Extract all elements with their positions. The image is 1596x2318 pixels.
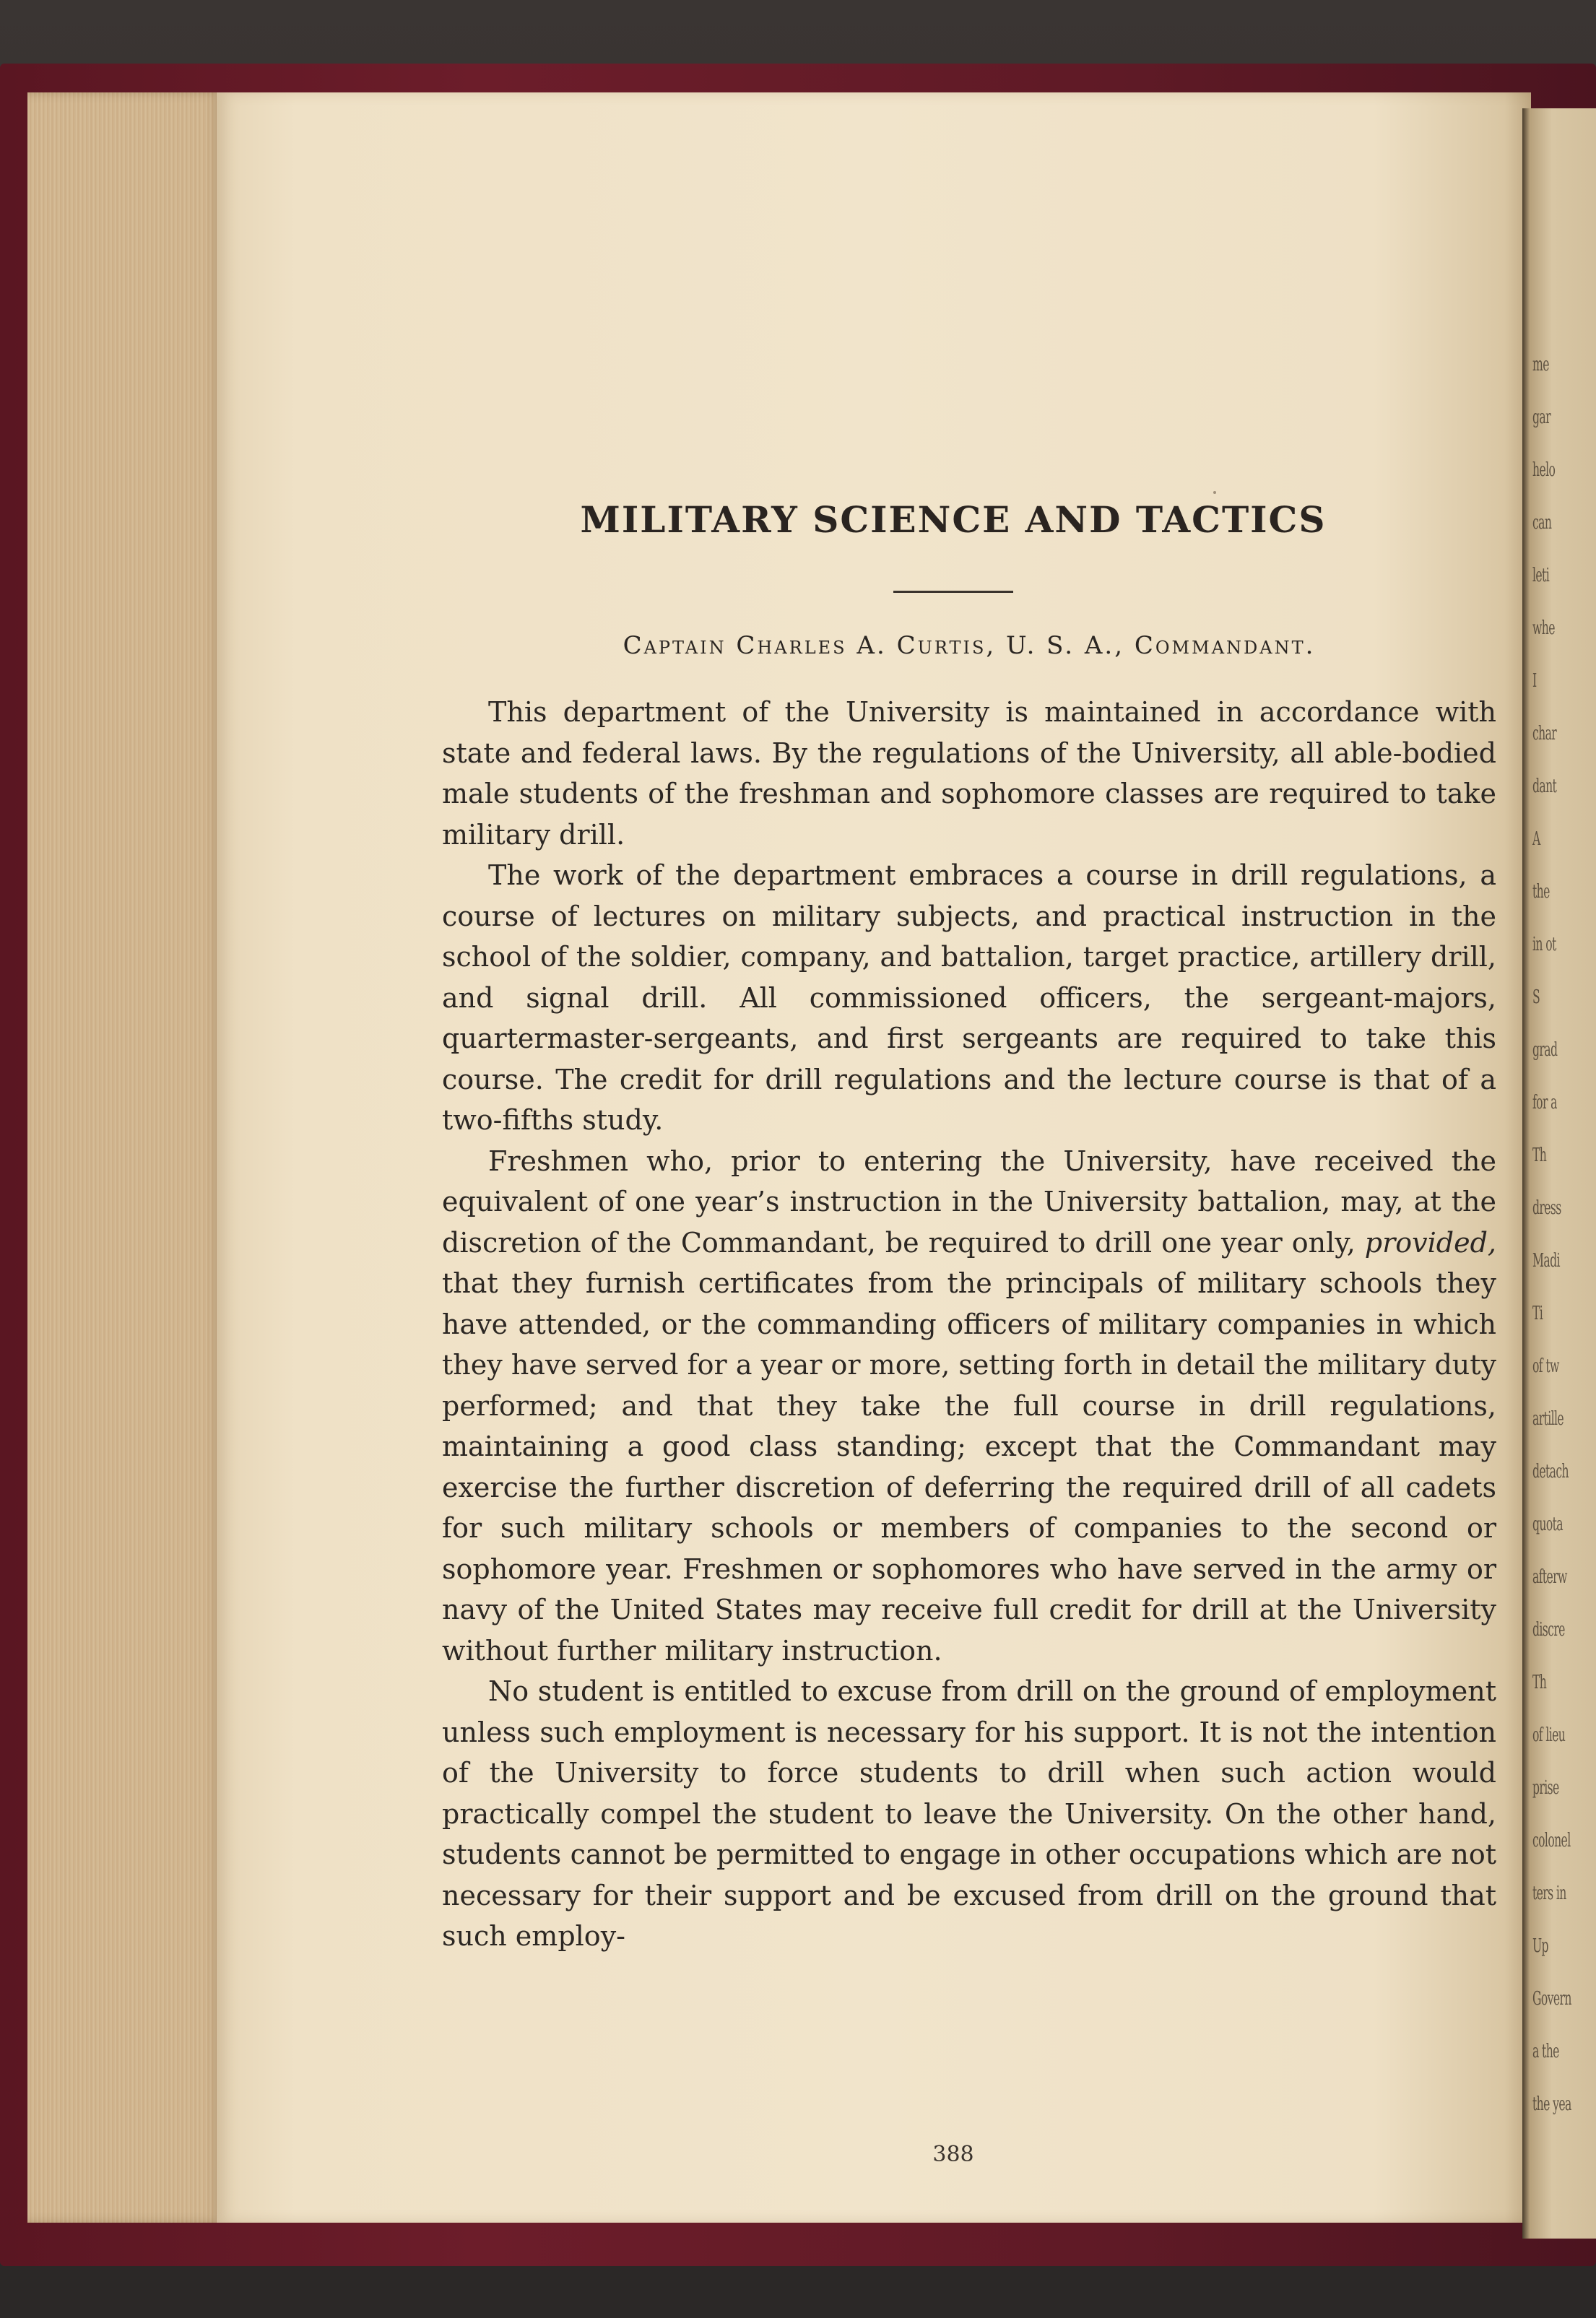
- adjacent-page-fragment: helo: [1532, 459, 1556, 481]
- adjacent-page-fragment: me: [1532, 354, 1549, 376]
- adjacent-page-fragment: whe: [1532, 617, 1555, 639]
- adjacent-page-fragment: prise: [1532, 1777, 1559, 1799]
- paragraph-3-emphasis: provided,: [1364, 1226, 1496, 1259]
- adjacent-page-fragment: detach: [1532, 1461, 1569, 1483]
- paragraph-1: This department of the University is maintained in accordance with state and federal laws. By the regulations of the University, all able-bodied male students of the freshman and sophomore classes are required to take military drill.: [442, 696, 1496, 851]
- heading-rule: [893, 591, 1013, 593]
- body-text: [442, 692, 1496, 1957]
- adjacent-page-fragment: ters in: [1532, 1883, 1566, 1904]
- page-number: 388: [932, 2142, 974, 2167]
- adjacent-page-fragment: the: [1532, 881, 1550, 903]
- adjacent-page-fragment: char: [1532, 723, 1557, 745]
- adjacent-page-fragment: Ti: [1532, 1303, 1543, 1324]
- adjacent-page-fragment: Madi: [1532, 1250, 1560, 1272]
- adjacent-page-fragment: I: [1532, 670, 1537, 692]
- paragraph-3-start: Freshmen who, prior to entering the University, have received the equivalent of one year’s instruction in the University battalion, may, at the discretion of the Commandant, be required to drill one year only,: [442, 1145, 1496, 1259]
- adjacent-page-fragment: a the: [1532, 2041, 1559, 2062]
- adjacent-page-fragment: quota: [1532, 1514, 1563, 1535]
- adjacent-page-fragment: dress: [1532, 1197, 1561, 1219]
- adjacent-page-fragment: leti: [1532, 565, 1550, 586]
- adjacent-page-fragment: Up: [1532, 1935, 1548, 1957]
- adjacent-page-fragment: the yea: [1532, 2093, 1571, 2115]
- adjacent-page-fragment: discre: [1532, 1619, 1565, 1641]
- adjacent-page-fragment: of tw: [1532, 1355, 1559, 1377]
- page-edges: [27, 92, 222, 2223]
- adjacent-page-fragment: can: [1532, 512, 1552, 534]
- adjacent-page-fragment: A: [1532, 828, 1540, 850]
- adjacent-page-fragment: Th: [1532, 1672, 1547, 1693]
- paragraph-3: [442, 1141, 1496, 1672]
- adjacent-page-fragment: gar: [1532, 407, 1551, 428]
- adjacent-page-edge: [1522, 108, 1596, 2239]
- adjacent-page-fragment: colonel: [1532, 1830, 1571, 1852]
- paper-speck: [1213, 491, 1216, 494]
- page-heading: MILITARY SCIENCE AND TACTICS: [580, 498, 1327, 541]
- paragraph-3-end: that they furnish certificates from the principals of military schools they have attended, or the commanding officers of military companies in which they have served for a year or more, setting forth in detail the military duty performed; and that they take the full course in drill regulations, maintaining a good class standing; except that the Commandant may exercise the further discretion of deferring the required drill of all cadets for such military schools or members of companies to the second or sophomore year. Freshmen or sophomores who have served in the army or navy of the United States may receive full credit for drill at the University without further military instruction.: [442, 1267, 1496, 1667]
- adjacent-page-fragment: artille: [1532, 1408, 1564, 1430]
- paragraph-2: The work of the department embraces a course in drill regulations, a course of lectures on military subjects, and practical instruction in the school of the soldier, company, and battalion, target practice, artillery drill, and signal drill. All commissioned officers, the sergeant-majors, quartermaster-sergeants, and first sergeants are required to take this course. The credit for drill regulations and the lecture course is that of a two-fifths study.: [442, 859, 1496, 1136]
- adjacent-page-fragment: in ot: [1532, 934, 1556, 955]
- adjacent-page-fragment: dant: [1532, 776, 1557, 797]
- paragraph-4: No student is entitled to excuse from drill on the ground of employment unless such employment is necessary for his support. It is not the intention of the University to force students to drill when such action would practically compel the student to leave the University. On the other hand, students cannot be permitted to engage in other occupations which are not necessary for their support and be excused from drill on the ground that such employ-: [442, 1675, 1496, 1952]
- adjacent-page-fragment: afterw: [1532, 1566, 1567, 1588]
- adjacent-page-fragment: of lieu: [1532, 1724, 1566, 1746]
- adjacent-page-fragment: for a: [1532, 1092, 1557, 1114]
- adjacent-page-fragment: grad: [1532, 1039, 1558, 1061]
- adjacent-page-fragment: S: [1532, 986, 1540, 1008]
- adjacent-page-fragment: Th: [1532, 1145, 1547, 1166]
- byline: Captain Charles A. Curtis, U. S. A., Commandant.: [623, 631, 1316, 660]
- adjacent-page-fragment: Govern: [1532, 1988, 1571, 2010]
